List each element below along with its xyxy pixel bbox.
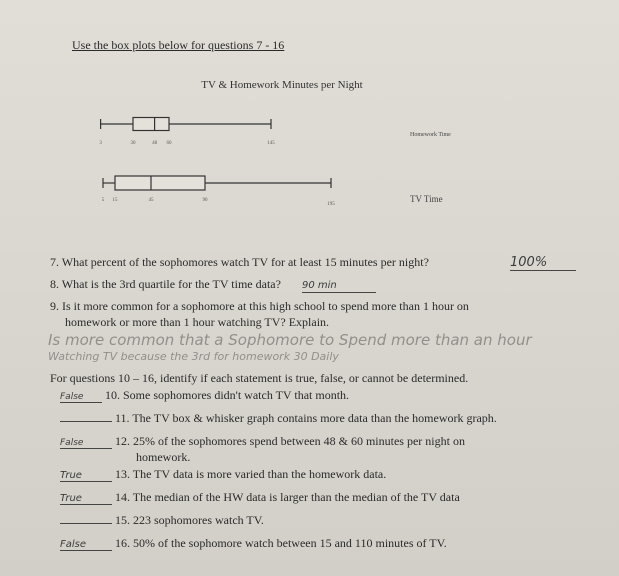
answer-9-line-1: Is more common that a Sophomore to Spend more than an hour bbox=[48, 331, 532, 349]
tf-item-12-line-2: homework. bbox=[136, 450, 191, 464]
box-plot-chart bbox=[0, 70, 619, 270]
tv-series-label: TV Time bbox=[410, 194, 443, 204]
homework-tick-label-min: 3 bbox=[99, 141, 102, 146]
homework-box bbox=[133, 118, 169, 131]
tf-answer-blank[interactable] bbox=[60, 523, 112, 524]
homework-tick-label-median: 48 bbox=[152, 141, 158, 146]
tv-tick-label-max: 195 bbox=[327, 202, 335, 207]
true-false-instructions: For questions 10 – 16, identify if each statement is true, false, or cannot be determined. bbox=[50, 371, 469, 385]
tf-item-15: 15. 223 sophomores watch TV. bbox=[60, 513, 264, 528]
homework-tick-label-max: 145 bbox=[267, 141, 275, 146]
tf-item-13: True 13. The TV data is more varied than the homework data. bbox=[60, 467, 387, 481]
tf-answer-blank[interactable] bbox=[60, 421, 112, 422]
question-9: 9. Is it more common for a sophomore at this high school to spend more than 1 hour on bbox=[50, 299, 469, 313]
tf-item-12: False 12. 25% of the sophomores spend between 48 & 60 minutes per night on bbox=[60, 434, 465, 448]
homework-tick-label-q1: 30 bbox=[130, 141, 136, 146]
tf-answer-blank[interactable]: False bbox=[60, 438, 112, 449]
answer-8: 90 min bbox=[302, 280, 337, 291]
question-7: 7. What percent of the sophomores watch TV for at least 15 minutes per night? bbox=[50, 255, 429, 269]
answer-blank-7[interactable] bbox=[510, 255, 576, 271]
tf-item-16: False 16. 50% of the sophomore watch between 15 and 110 minutes of TV. bbox=[60, 536, 447, 550]
tv-tick-label-q1: 15 bbox=[112, 198, 118, 203]
tv-tick-label-q3: 90 bbox=[202, 198, 208, 203]
answer-9-line-2: Watching TV because the 3rd for homework 30 Daily bbox=[48, 350, 339, 363]
tf-item-11: 11. The TV box & whisker graph contains more data than the homework graph. bbox=[60, 411, 497, 426]
answer-blank-8[interactable] bbox=[302, 277, 376, 293]
tf-item-14: True 14. The median of the HW data is larger than the median of the TV data bbox=[60, 490, 460, 504]
instruction-text: Use the box plots below for questions 7 - 16 bbox=[72, 38, 285, 52]
tf-answer-blank[interactable]: True bbox=[60, 493, 112, 505]
chart-title: TV & Homework Minutes per Night bbox=[201, 79, 363, 91]
tv-tick-label-min: 5 bbox=[101, 198, 105, 203]
tf-item-10: False 10. Some sophomores didn't watch TV that month. bbox=[60, 388, 350, 402]
tv-box bbox=[115, 176, 205, 190]
tv-tick-label-median: 45 bbox=[148, 198, 154, 203]
question-8: 8. What is the 3rd quartile for the TV time data? bbox=[50, 277, 281, 291]
answer-7: 100% bbox=[510, 255, 548, 270]
homework-series-label: Homework Time bbox=[410, 132, 451, 138]
homework-tick-label-q3: 60 bbox=[166, 141, 172, 146]
tf-answer-blank[interactable]: True bbox=[60, 470, 112, 482]
tf-answer-blank[interactable]: False bbox=[60, 392, 102, 403]
question-9-line-2: homework or more than 1 hour watching TV? Explain. bbox=[65, 315, 330, 329]
tf-answer-blank[interactable]: False bbox=[60, 539, 112, 551]
